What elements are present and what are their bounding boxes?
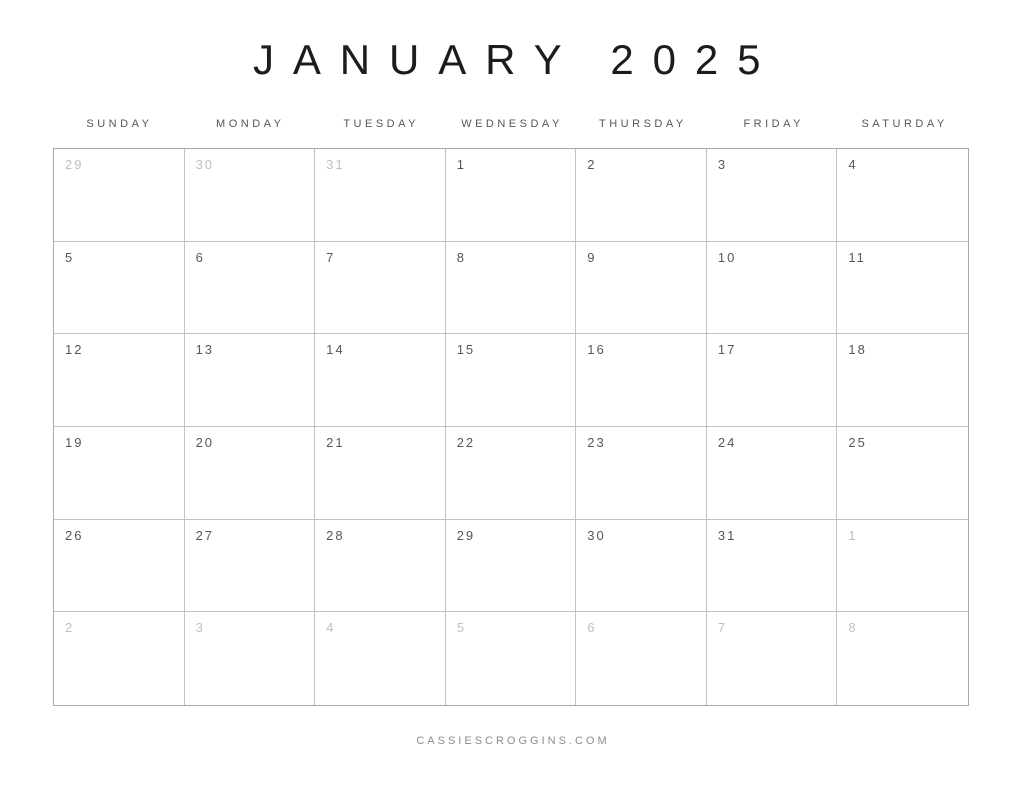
day-cell — [315, 612, 446, 705]
day-cell — [576, 520, 707, 613]
day-number: 30 — [195, 157, 215, 172]
day-cell — [446, 334, 577, 427]
day-cell — [837, 520, 968, 613]
day-number: 28 — [326, 527, 345, 543]
weekday-label-tuesday: TUESDAY — [343, 118, 419, 130]
day-cell — [707, 520, 838, 613]
day-number: 1 — [456, 157, 466, 172]
footer-watermark: CASSIESCROGGINS.COM — [416, 735, 610, 747]
day-number: 6 — [587, 620, 597, 636]
day-cell — [185, 149, 316, 242]
day-cell — [837, 242, 968, 335]
weekday-label-saturday: SATURDAY — [861, 118, 948, 130]
day-cell — [54, 149, 185, 242]
day-cell — [54, 520, 185, 613]
weekday-label-thursday: THURSDAY — [599, 118, 687, 130]
day-cell — [185, 334, 316, 427]
day-number: 30 — [587, 527, 606, 543]
day-number: 1 — [848, 527, 858, 543]
day-number: 8 — [456, 249, 466, 265]
day-cell — [315, 149, 446, 242]
weekday-label-monday: MONDAY — [216, 118, 285, 130]
day-number: 3 — [195, 620, 205, 636]
day-number: 11 — [848, 249, 866, 265]
day-cell — [707, 149, 838, 242]
day-number: 13 — [195, 342, 215, 358]
day-cell — [576, 334, 707, 427]
day-number: 3 — [717, 157, 728, 172]
day-cell — [837, 334, 968, 427]
day-cell — [446, 242, 577, 335]
day-cell — [707, 334, 838, 427]
day-cell — [54, 427, 185, 520]
day-cell — [315, 242, 446, 335]
day-cell — [185, 242, 316, 335]
weekday-header-row — [53, 118, 969, 130]
day-cell — [185, 520, 316, 613]
day-number: 12 — [65, 342, 84, 358]
day-cell — [707, 242, 838, 335]
day-number: 16 — [587, 342, 606, 358]
day-number: 25 — [848, 434, 867, 450]
day-cell — [446, 612, 577, 705]
day-number: 19 — [65, 434, 84, 450]
day-number: 18 — [848, 342, 867, 358]
day-cell — [315, 334, 446, 427]
day-number: 23 — [587, 434, 606, 450]
day-number: 26 — [65, 527, 84, 543]
day-number: 4 — [326, 620, 336, 636]
day-cell — [315, 427, 446, 520]
day-cell — [446, 427, 577, 520]
day-cell — [54, 242, 185, 335]
day-number: 2 — [587, 157, 597, 172]
day-number: 7 — [717, 620, 728, 636]
page-title: JANUARY 2025 — [252, 36, 780, 83]
weekday-label-friday: FRIDAY — [743, 118, 804, 130]
day-number: 14 — [326, 342, 345, 358]
day-number: 6 — [195, 249, 205, 265]
day-number: 20 — [195, 434, 215, 450]
day-cell — [576, 242, 707, 335]
day-number: 4 — [848, 157, 858, 172]
day-cell — [707, 612, 838, 705]
weekday-label-wednesday: WEDNESDAY — [461, 118, 563, 130]
day-number: 27 — [195, 527, 215, 543]
day-number: 8 — [848, 620, 858, 636]
day-number: 21 — [326, 434, 345, 450]
day-cell — [54, 612, 185, 705]
day-cell — [446, 149, 577, 242]
day-cell — [837, 149, 968, 242]
day-number: 5 — [65, 249, 75, 265]
day-number: 10 — [717, 249, 737, 265]
day-cell — [446, 520, 577, 613]
day-cell — [185, 612, 316, 705]
day-cell — [576, 427, 707, 520]
day-number: 31 — [717, 527, 737, 543]
day-cell — [185, 427, 316, 520]
day-number: 2 — [65, 620, 75, 636]
day-cell — [576, 612, 707, 705]
day-cell — [54, 334, 185, 427]
calendar-grid — [53, 148, 969, 706]
day-number: 7 — [326, 249, 336, 265]
day-number: 29 — [65, 157, 84, 172]
day-number: 31 — [326, 157, 345, 172]
day-number: 15 — [456, 342, 476, 358]
day-number: 5 — [456, 620, 466, 636]
day-number: 9 — [587, 249, 597, 265]
day-number: 22 — [456, 434, 476, 450]
day-number: 24 — [717, 434, 737, 450]
day-cell — [315, 520, 446, 613]
day-cell — [576, 149, 707, 242]
day-cell — [837, 427, 968, 520]
day-cell — [707, 427, 838, 520]
weekday-label-sunday: SUNDAY — [86, 118, 153, 130]
day-number: 17 — [717, 342, 737, 358]
day-number: 29 — [456, 527, 476, 543]
day-cell — [837, 612, 968, 705]
